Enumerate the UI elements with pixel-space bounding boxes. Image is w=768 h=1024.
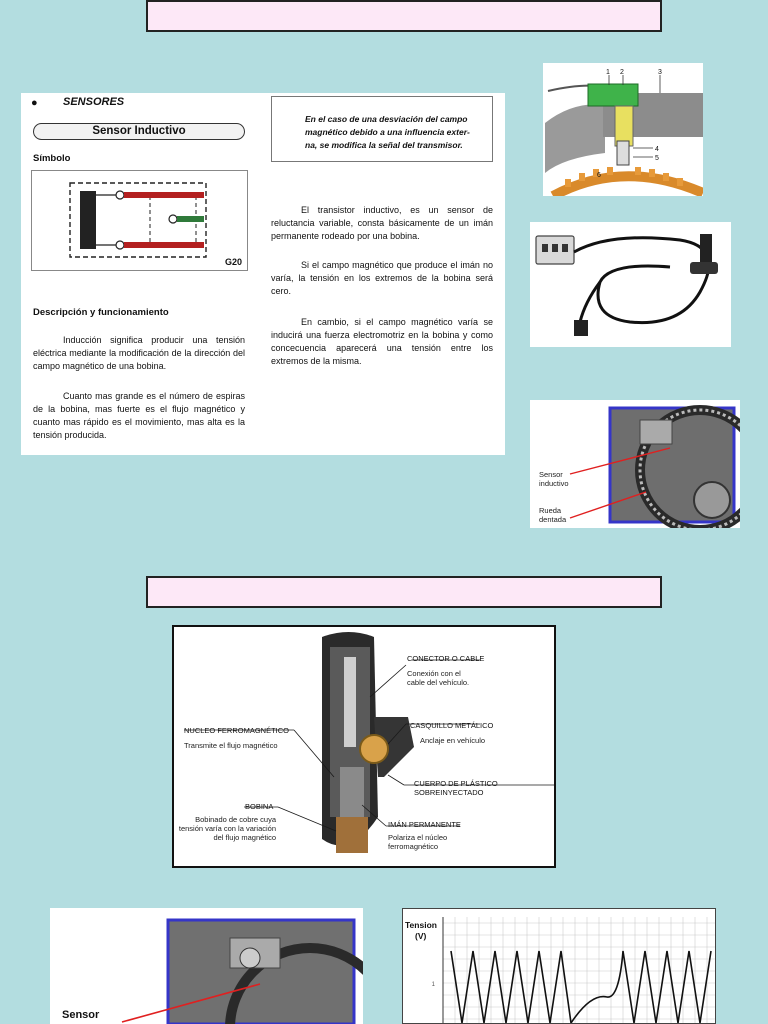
bobina-desc: Bobinado de cobre cuya tensión varía con la variación del flujo magnético bbox=[178, 815, 276, 842]
part-number-1: 1 bbox=[606, 69, 610, 76]
iman-desc: Polariza el núcleo ferromagnético bbox=[388, 833, 448, 851]
chart-svg bbox=[403, 909, 715, 1023]
part-number-4: 4 bbox=[655, 146, 659, 153]
paragraph-induction: Inducción significa producir una tensión eléctrica mediante la modificación de la dirección del campo magnético de una bobina. bbox=[33, 335, 245, 371]
sensor-photo-bottom bbox=[50, 908, 363, 1024]
paragraph-variation: En cambio, si el campo magnético varía se inducirá una fuerza electromotriz en la bobina y como concecuencia aparecerá una tensión entre los extremos de la misma. bbox=[271, 317, 493, 366]
label-sensor: Sensor bbox=[62, 1009, 100, 1021]
label-rueda-dentada: Rueda dentada bbox=[539, 506, 567, 524]
bobina-title: BOBINA bbox=[245, 802, 274, 811]
part-number-3: 3 bbox=[658, 69, 662, 76]
symbol-label: Símbolo bbox=[33, 153, 71, 164]
conector-desc: Conexión con el cable del vehículo. bbox=[407, 669, 470, 687]
bullet: ● bbox=[31, 97, 38, 109]
sensor-cable-photo bbox=[530, 222, 731, 347]
casquillo-desc: Anclaje en vehículo bbox=[420, 736, 486, 745]
iman-title: IMÁN PERMANENTE bbox=[388, 820, 461, 829]
part-number-6: 6 bbox=[597, 172, 601, 179]
nucleo-title: NUCLEO FERROMAGNÉTICO bbox=[184, 726, 290, 735]
sensor-cutaway-diagram bbox=[172, 625, 556, 868]
y-axis-unit: (V) bbox=[415, 931, 427, 941]
conector-title: CONECTOR O CABLE bbox=[407, 654, 485, 663]
paragraph-no-variation: Si el campo magnético que produce el imán no varía, la tensión en los extremos de la bobina será cero. bbox=[271, 260, 493, 296]
inductive-sensor-symbol bbox=[32, 171, 247, 270]
part-number-5: 5 bbox=[655, 155, 659, 162]
part-number-2: 2 bbox=[620, 69, 624, 76]
title-banner-middle bbox=[146, 576, 662, 608]
y-tick-label: 1 bbox=[431, 982, 435, 988]
description-title: Descripción y funcionamiento bbox=[33, 307, 169, 318]
sensor-mount-diagram bbox=[543, 63, 703, 196]
title-banner-top bbox=[146, 0, 662, 32]
paragraph-transistor: El transistor inductivo, es un sensor de reluctancia variable, consta básicamente de un imán permanente rodeado por una bobina. bbox=[271, 205, 493, 241]
paragraph-coils: Cuanto mas grande es el número de espiras de la bobina, mas fuerte es el flujo magnético y cuanto mas rápido es el movimiento, mas alta es la tensión producida. bbox=[33, 391, 245, 440]
symbol-code: G20 bbox=[225, 257, 243, 267]
casquillo-title: CASQUILLO METÁLICO bbox=[410, 721, 494, 730]
y-axis-label: Tension bbox=[405, 920, 437, 930]
cuerpo-title: CUERPO DE PLÁSTICO SOBREINYECTADO bbox=[414, 779, 498, 797]
sensor-title-pill: Sensor Inductivo bbox=[33, 123, 245, 140]
label-sensor-inductivo: Sensor inductivo bbox=[539, 470, 569, 488]
sensor-wheel-photo bbox=[530, 400, 740, 528]
note-box: En el caso de una desviación del campo magnético debido a una influencia exter-na, se modifica la señal del transmisor. bbox=[271, 96, 493, 162]
tension-chart bbox=[402, 908, 716, 1024]
nucleo-desc: Transmite el flujo magnético bbox=[184, 741, 278, 750]
doc-heading: SENSORES bbox=[63, 96, 125, 108]
document-panel bbox=[21, 93, 505, 455]
symbol-diagram bbox=[31, 170, 248, 271]
